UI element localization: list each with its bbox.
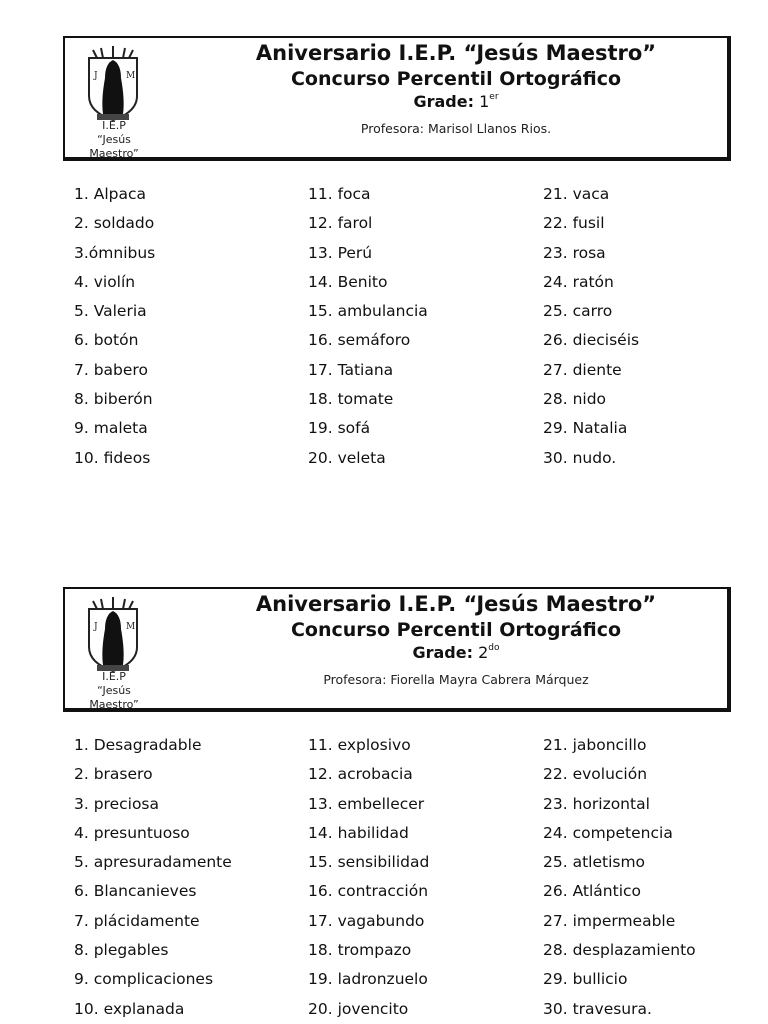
grade-number: 1 — [479, 92, 490, 111]
svg-text:J: J — [94, 71, 98, 81]
word-item: 3.ómnibus — [74, 243, 156, 262]
word-column — [308, 180, 538, 473]
logo-caption-line: Maestro” — [89, 698, 139, 711]
word-item: 1. Desagradable — [74, 736, 202, 754]
word-item: 2. soldado — [74, 214, 155, 233]
logo-caption-line: “Jesús — [97, 684, 131, 697]
word-item: 3. preciosa — [74, 794, 160, 813]
word-item: 23. horizontal — [543, 794, 650, 813]
word-item: 20. jovencito — [308, 999, 409, 1018]
svg-text:M: M — [126, 622, 136, 632]
page-title: Aniversario I.E.P. “Jesús Maestro” — [255, 592, 657, 616]
word-item: 21. jaboncillo — [543, 736, 647, 754]
word-item: 9. maleta — [74, 419, 148, 438]
school-crest-icon — [83, 595, 143, 675]
word-column — [543, 180, 768, 473]
school-crest-icon — [83, 44, 143, 124]
word-item: 5. Valeria — [74, 302, 147, 321]
word-item: 13. Perú — [308, 243, 373, 262]
word-item: 10. fideos — [74, 448, 151, 467]
word-item: 10. explanada — [74, 999, 185, 1018]
word-item: 15. ambulancia — [308, 302, 428, 321]
word-item: 19. sofá — [308, 419, 371, 438]
word-item: 23. rosa — [543, 243, 606, 262]
word-item: 7. babero — [74, 360, 148, 379]
word-item: 19. ladronzuelo — [308, 970, 428, 989]
svg-text:J: J — [94, 622, 98, 632]
grade-suffix: do — [488, 643, 500, 653]
word-item: 1. Alpaca — [74, 185, 146, 203]
word-item: 16. contracción — [308, 882, 429, 901]
word-item: 11. foca — [308, 185, 371, 203]
teacher-name: Profesora: Fiorella Mayra Cabrera Márquez — [323, 672, 589, 687]
word-column — [543, 731, 768, 1024]
logo-caption-line: I.E.P — [102, 670, 126, 683]
word-item: 28. nido — [543, 390, 607, 409]
word-item: 4. violín — [74, 272, 136, 291]
word-column — [74, 180, 304, 473]
word-item: 29. Natalia — [543, 419, 628, 438]
grade-suffix: er — [489, 92, 499, 102]
logo-caption-line: Maestro” — [89, 147, 139, 160]
word-item: 6. botón — [74, 331, 139, 350]
logo-caption — [71, 670, 157, 712]
logo-caption — [71, 119, 157, 161]
word-item: 14. Benito — [308, 272, 388, 291]
word-item: 30. travesura. — [543, 999, 652, 1018]
contest-subtitle: Concurso Percentil Ortográfico — [290, 68, 622, 90]
word-item: 26. dieciséis — [543, 331, 640, 350]
word-item: 17. vagabundo — [308, 911, 425, 930]
word-item: 12. acrobacia — [308, 765, 413, 784]
grade-label — [195, 91, 717, 113]
word-item: 30. nudo. — [543, 448, 617, 467]
grade-label-text: Grade: — [412, 643, 473, 662]
word-item: 5. apresuradamente — [74, 853, 232, 872]
word-item: 24. ratón — [543, 272, 614, 291]
word-item: 4. presuntuoso — [74, 823, 190, 842]
word-item: 7. plácidamente — [74, 911, 200, 930]
word-item: 2. brasero — [74, 765, 153, 784]
word-item: 20. veleta — [308, 448, 386, 467]
word-item: 27. impermeable — [543, 911, 676, 930]
word-item: 22. fusil — [543, 214, 605, 233]
word-item: 16. semáforo — [308, 331, 411, 350]
word-item: 29. bullicio — [543, 970, 628, 989]
word-item: 8. plegables — [74, 941, 169, 960]
header-box — [63, 36, 731, 161]
header-box — [63, 587, 731, 712]
word-item: 11. explosivo — [308, 736, 411, 754]
word-item: 6. Blancanieves — [74, 882, 197, 901]
word-item: 17. Tatiana — [308, 360, 394, 379]
word-item: 27. diente — [543, 360, 622, 379]
word-item: 24. competencia — [543, 823, 673, 842]
teacher-name: Profesora: Marisol Llanos Rios. — [360, 121, 552, 136]
word-item: 28. desplazamiento — [543, 941, 696, 960]
word-item: 26. Atlántico — [543, 882, 642, 901]
word-item: 21. vaca — [543, 185, 610, 203]
svg-text:M: M — [126, 71, 136, 81]
word-item: 22. evolución — [543, 765, 648, 784]
word-column — [308, 731, 538, 1024]
word-item: 12. farol — [308, 214, 373, 233]
word-item: 18. trompazo — [308, 941, 412, 960]
word-item: 13. embellecer — [308, 794, 425, 813]
grade-number: 2 — [478, 643, 489, 662]
grade-label-text: Grade: — [413, 92, 474, 111]
word-item: 14. habilidad — [308, 823, 409, 842]
word-item: 25. carro — [543, 302, 613, 321]
word-item: 15. sensibilidad — [308, 853, 430, 872]
word-item: 18. tomate — [308, 390, 394, 409]
page-title: Aniversario I.E.P. “Jesús Maestro” — [255, 41, 657, 65]
grade-label — [195, 642, 717, 664]
word-item: 9. complicaciones — [74, 970, 214, 989]
logo-caption-line: I.E.P — [102, 119, 126, 132]
word-column — [74, 731, 304, 1024]
word-item: 8. biberón — [74, 390, 153, 409]
contest-subtitle: Concurso Percentil Ortográfico — [290, 619, 622, 641]
word-item: 25. atletismo — [543, 853, 646, 872]
logo-caption-line: “Jesús — [97, 133, 131, 146]
